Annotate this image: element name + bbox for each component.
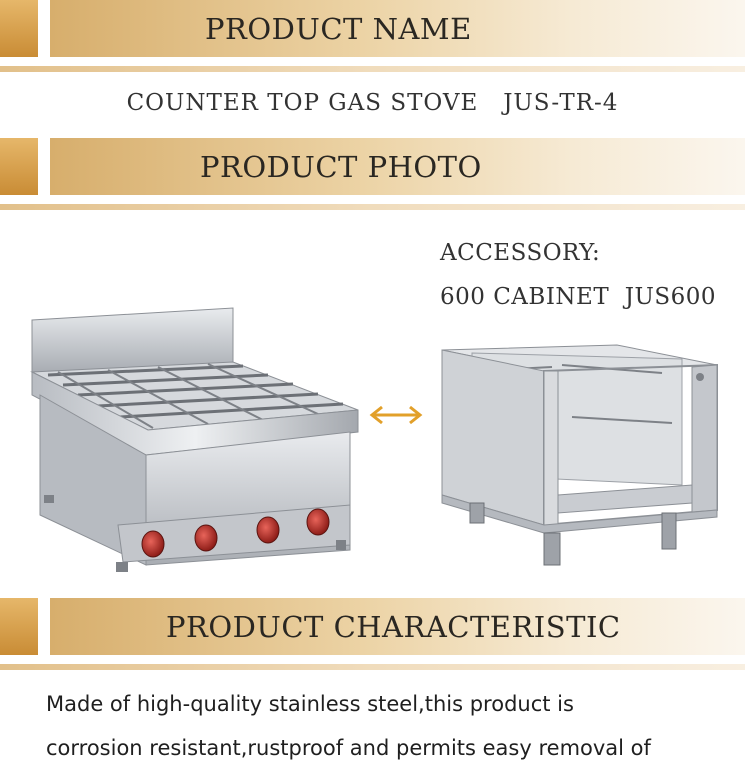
gas-stove-image xyxy=(28,300,363,590)
description-line: corrosion resistant,rustproof and permits easy removal of xyxy=(46,736,651,760)
accessory-value: 600 CABINET JUS600 xyxy=(440,284,717,310)
heading-product-photo: PRODUCT PHOTO xyxy=(200,149,482,184)
product-name-text: COUNTER TOP GAS STOVE JUS-TR-4 xyxy=(126,90,619,116)
accessory-label: ACCESSORY: xyxy=(440,240,601,266)
section-header-product-photo xyxy=(0,138,745,195)
heading-product-characteristic: PRODUCT CHARACTERISTIC xyxy=(166,609,621,644)
header-underline xyxy=(0,66,745,72)
header-accent-block xyxy=(0,0,38,57)
cabinet-image xyxy=(432,335,732,575)
header-underline xyxy=(0,664,745,670)
section-header-product-characteristic xyxy=(0,598,745,655)
double-arrow-icon xyxy=(368,404,424,426)
heading-product-name: PRODUCT NAME xyxy=(205,11,472,46)
header-accent-block xyxy=(0,598,38,655)
header-accent-block xyxy=(0,138,38,195)
header-underline xyxy=(0,204,745,210)
description-line: Made of high-quality stainless steel,this product is xyxy=(46,692,574,716)
section-header-product-name xyxy=(0,0,745,57)
